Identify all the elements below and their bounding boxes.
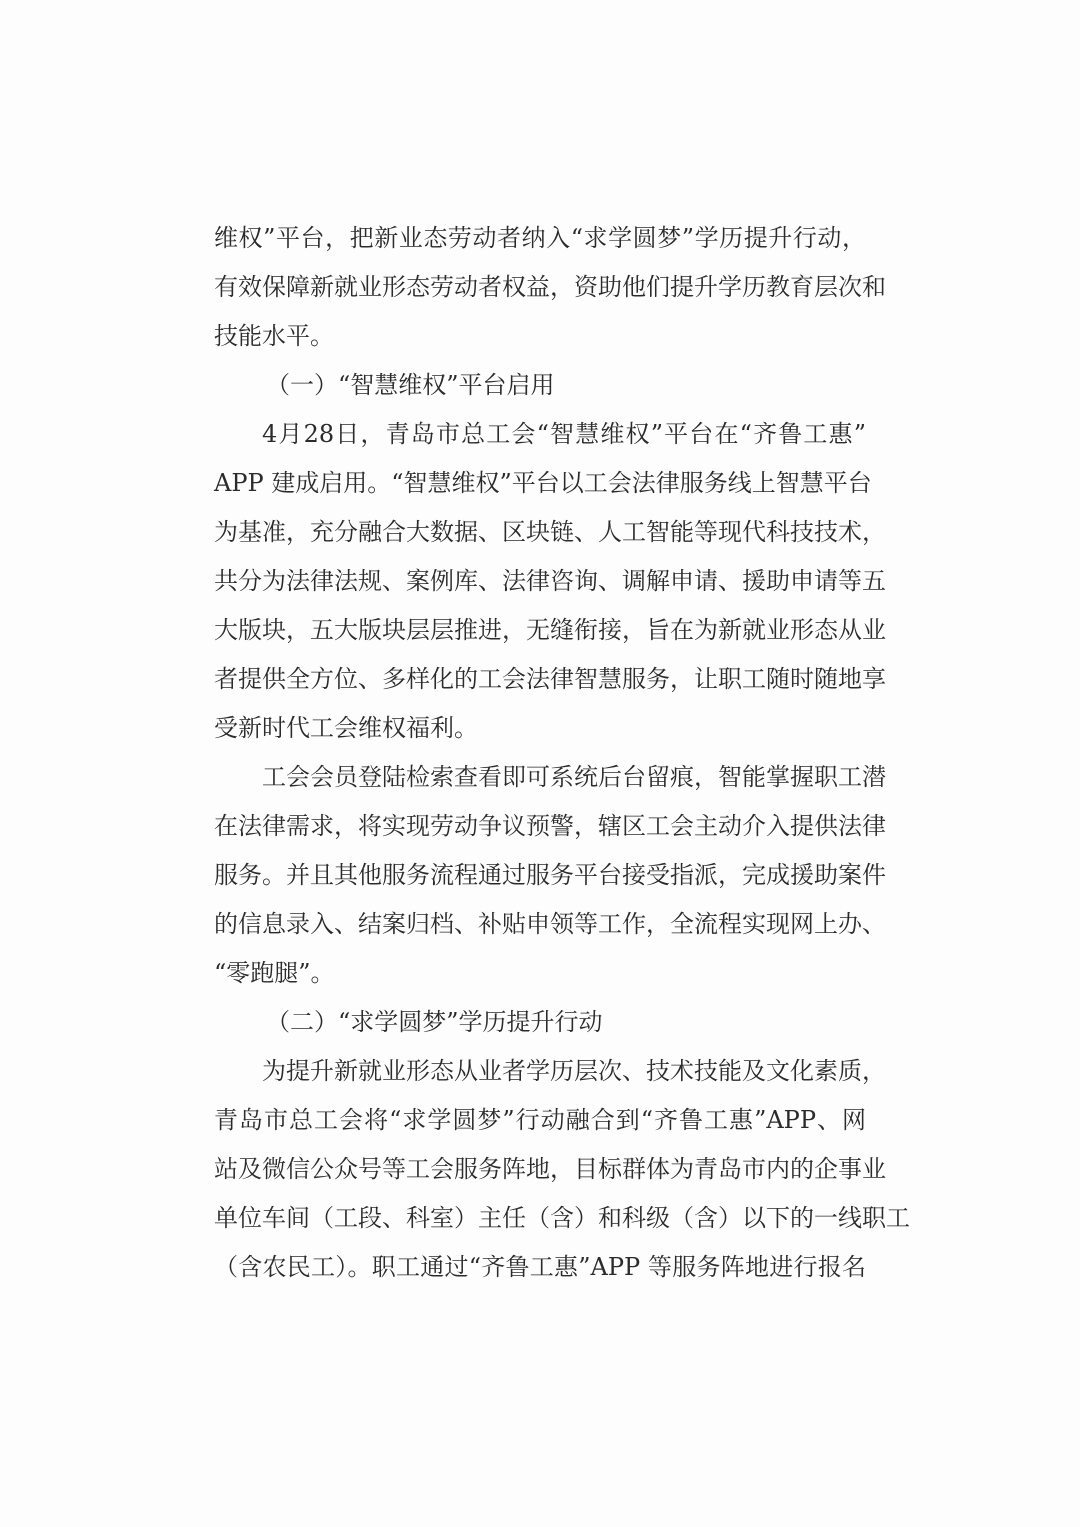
paragraph-line: 在法律需求，将实现劳动争议预警，辖区工会主动介入提供法律 (214, 812, 886, 840)
paragraph-line: 站及微信公众号等工会服务阵地，目标群体为青岛市内的企事业 (214, 1155, 886, 1183)
paragraph-line: 4月28日，青岛市总工会“智慧维权”平台在“齐鲁工惠” (262, 420, 866, 448)
paragraph-line: 者提供全方位、多样化的工会法律智慧服务，让职工随时随地享 (214, 665, 886, 693)
paragraph-line: 服务。并且其他服务流程通过服务平台接受指派，完成援助案件 (214, 861, 886, 889)
section-heading-1: （一）“智慧维权”平台启用 (266, 371, 555, 399)
paragraph-line: 共分为法律法规、案例库、法律咨询、调解申请、援助申请等五 (214, 567, 886, 595)
paragraph-line: “零跑腿”。 (214, 959, 335, 987)
paragraph-line: 大版块，五大版块层层推进，无缝衔接，旨在为新就业形态从业 (214, 616, 886, 644)
paragraph-line: 工会会员登陆检索查看即可系统后台留痕，智能掌握职工潜 (262, 763, 886, 791)
paragraph-line: 技能水平。 (214, 322, 334, 350)
paragraph-line: 受新时代工会维权福利。 (214, 714, 478, 742)
paragraph-line: 单位车间（工段、科室）主任（含）和科级（含）以下的一线职工 (214, 1204, 910, 1232)
paragraph-line: （含农民工）。职工通过“齐鲁工惠”APP 等服务阵地进行报名 (214, 1253, 866, 1281)
paragraph-line: 为提升新就业形态从业者学历层次、技术技能及文化素质， (262, 1057, 886, 1085)
paragraph-line: APP 建成启用。“智慧维权”平台以工会法律服务线上智慧平台 (214, 469, 872, 497)
paragraph-line: 为基准，充分融合大数据、区块链、人工智能等现代科技技术， (214, 518, 886, 546)
paragraph-line: 有效保障新就业形态劳动者权益，资助他们提升学历教育层次和 (214, 273, 886, 301)
document-body (214, 214, 910, 1292)
paragraph-line: 的信息录入、结案归档、补贴申领等工作，全流程实现网上办、 (214, 910, 886, 938)
section-heading-2: （二）“求学圆梦”学历提升行动 (266, 1008, 603, 1036)
paragraph-line: 青岛市总工会将“求学圆梦”行动融合到“齐鲁工惠”APP、网 (214, 1106, 866, 1134)
paragraph-line: 维权”平台，把新业态劳动者纳入“求学圆梦”学历提升行动， (214, 224, 866, 252)
